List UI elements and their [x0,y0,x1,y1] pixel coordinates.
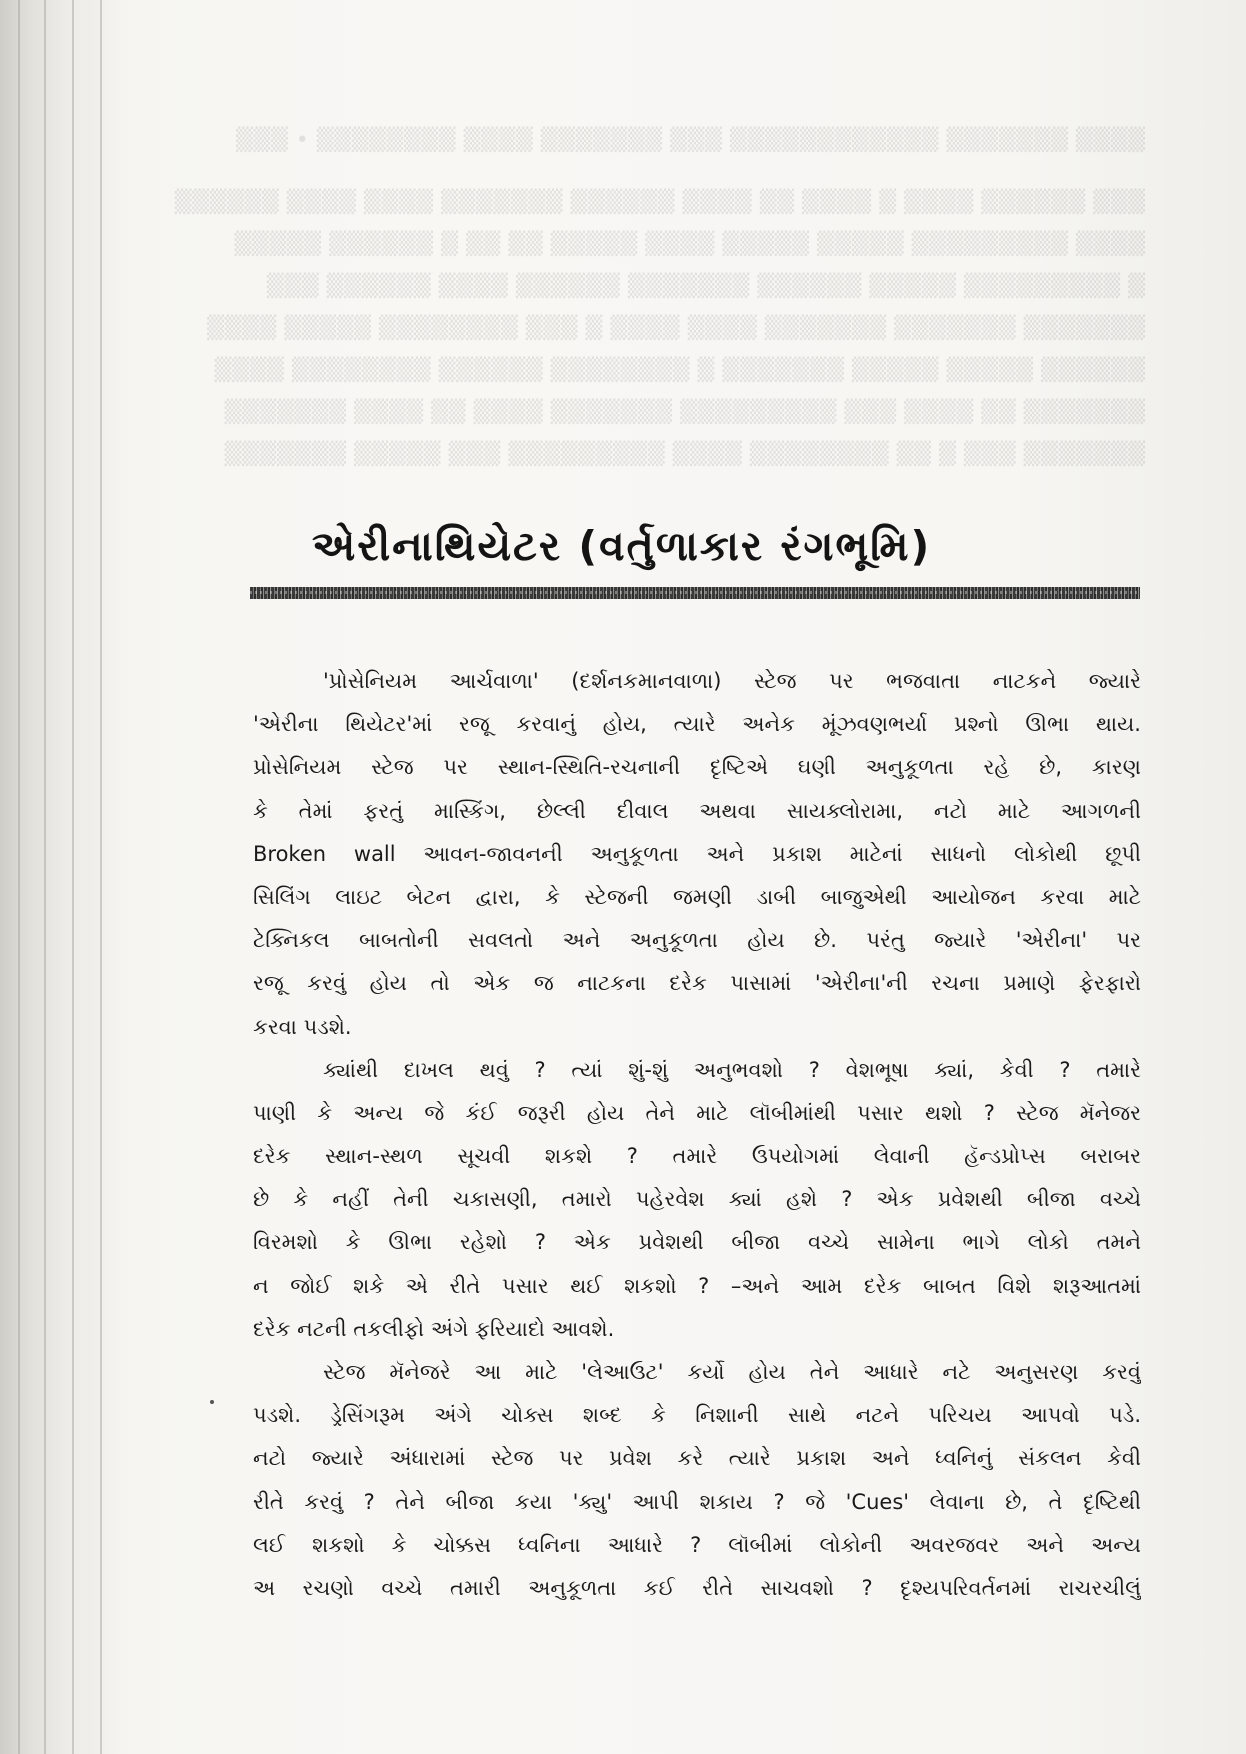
binding-line [72,0,74,1754]
bleed-through-text: ▒▒▒▒ ▒▒▒▒▒▒▒▒▒ ▒▒▒▒▒ ▒▒▒▒▒ ▒▒▒▒ ▒▒▒▒▒ ▒▒ ▒▒ ▒ ▒▒▒▒▒▒ ▒▒▒▒▒ [233,232,1145,257]
text-line: પ્રોસેનિયમ સ્ટેજ પર સ્થાન-સ્થિતિ-રચનાની દૃષ્ટિએ ઘણી અનુકૂળતા રહે છે, કારણ [253,755,1141,780]
bleed-through-text: ▒▒▒▒▒▒ ▒▒▒▒▒ ▒▒▒▒▒ ▒▒▒▒▒▒▒ ▒ ▒▒▒▒▒▒▒▒ ▒▒▒▒▒▒ ▒▒▒▒▒▒▒▒ ▒▒▒▒ [214,358,1145,383]
text-line: રીતે કરવું ? તેને બીજા કયા 'ક્યુ' આપી શકાય ? જે 'Cues' લેવાના છે, તે દૃષ્ટિથી [253,1489,1141,1514]
text-line: 'એરીના થિયેટર'માં રજૂ કરવાનું હોય, ત્યારે અનેક મૂંઝવણભર્યા પ્રશ્નો ઊભા થાય. [253,712,1141,737]
text-line: છે કે નહીં તેની ચકાસણી, તમારો પહેરવેશ ક્યાં હશે ? એક પ્રવેશથી બીજા વચ્ચે [253,1187,1141,1212]
text-line: દરેક સ્થાન-સ્થળ સૂચવી શકશે ? તમારે ઉપયોગમાં લેવાની હૅન્ડપ્રોપ્સ બરાબર [253,1144,1141,1169]
binding-line [100,0,102,1754]
binding-line [44,0,46,1754]
text-line: વિરમશો કે ઊભા રહેશો ? એક પ્રવેશથી બીજા વચ્ચે સામેના ભાગે લોકો તમને [253,1230,1141,1255]
text-line: પાણી કે અન્ય જે કંઈ જરૂરી હોય તેને માટે લૉબીમાંથી પસાર થશો ? સ્ટેજ મૅનેજર [253,1100,1141,1125]
text-line: ન જોઈ શકે એ રીતે પસાર થઈ શકશો ? –અને આમ દરેક બાબત વિશે શરૂઆતમાં [253,1273,1141,1298]
binding-line [18,0,20,1754]
text-line: રજૂ કરવું હોય તો એક જ નાટકના દરેક પાસામાં 'એરીના'ની રચના પ્રમાણે ફેરફારો [253,971,1141,996]
ink-speck [210,1400,214,1404]
bleed-through-text: ▒ ▒▒▒▒▒▒▒▒▒ ▒▒▒▒▒ ▒▒▒▒▒▒ ▒▒▒▒▒▒▒ ▒▒▒▒▒▒ ▒▒▒▒ ▒▒▒▒▒▒ ▒▒▒ [266,274,1145,299]
text-line: નટો જ્યારે અંધારામાં સ્ટેજ પર પ્રવેશ કરે ત્યારે પ્રકાશ અને ધ્વનિનું સંકલન કેવી [253,1446,1141,1471]
text-line: લઈ શકશો કે ચોક્કસ ધ્વનિના આધારે ? લૉબીમાં લોકોની અવરજવર અને અન્ય [253,1532,1141,1557]
bleed-through-text: ▒▒▒▒ ▒▒▒▒▒▒▒ ▒▒▒▒▒▒▒▒▒▒▒▒ ▒▒▒ ▒▒▒▒▒▒▒ ▒▒▒▒ ▒▒▒▒▒▒▒▒ • ▒▒▒ [235,128,1145,153]
text-line: પડશે. ડ્રેસિંગરૂમ અંગે ચોક્સ શબ્દ કે નિશાની સાથે નટને પરિચય આપવો પડે. [253,1403,1141,1428]
bleed-through-text: ▒▒▒▒▒▒▒ ▒▒ ▒▒▒▒ ▒▒▒ ▒▒▒▒▒▒▒▒▒ ▒▒▒▒▒▒▒ ▒▒▒▒ ▒▒ ▒▒▒▒ ▒▒▒▒▒▒▒ [224,400,1145,425]
bleed-through-text: ▒▒▒▒▒▒▒ ▒▒▒▒▒▒▒ ▒▒▒▒▒▒▒ ▒▒▒▒ ▒▒▒▒ ▒ ▒▒▒ ▒▒▒▒▒▒▒▒ ▒▒▒▒▒ ▒▒▒▒ [206,316,1145,341]
bleed-through-text: ▒▒▒ ▒▒▒▒▒▒ ▒▒▒▒ ▒ ▒▒▒▒ ▒▒ ▒▒▒▒ ▒▒▒▒▒▒ ▒▒▒▒▒▒▒ ▒▒▒▒ ▒▒▒▒ ▒▒▒▒▒▒ [174,190,1145,215]
text-line: 'પ્રોસેનિયમ આર્ચવાળા' (દર્શનકમાનવાળા) સ્ટેજ પર ભજવાતા નાટકને જ્યારે [323,669,1141,693]
text-line: Broken wall આવન-જાવનની અનુકૂળતા અને પ્રકાશ માટેનાં સાધનો લોકોથી છૂપી [253,841,1141,866]
text-line: અ રચણો વચ્ચે તમારી અનુકૂળતા કઈ રીતે સાચવશો ? દૃશ્યપરિવર્તનમાં રાચરચીલું [253,1575,1141,1600]
text-line: સ્ટેજ મૅનેજરે આ માટે 'લેઆઉટ' કર્યો હોય તેને આધારે નટે અનુસરણ કરવું [323,1360,1141,1384]
heading-underline-rule [250,587,1140,599]
section-heading: એરીનાથિયેટર (વર્તુળાકાર રંગભૂમિ) [312,522,932,570]
text-line: ટેક્નિકલ બાબતોની સવલતો અને અનુકૂળતા હોય છે. પરંતુ જ્યારે 'એરીના' પર [253,928,1141,953]
text-line: કે તેમાં ફરતું માસ્કિંગ, છેલ્લી દીવાલ અથવા સાયક્લોરામા, નટો માટે આગળની [253,798,1141,823]
text-line: ક્યાંથી દાખલ થવું ? ત્યાં શું-શું અનુભવશો ? વેશભૂષા ક્યાં, કેવી ? તમારે [323,1057,1141,1082]
text-line: સિલિંગ લાઇટ બેટન દ્વારા, કે સ્ટેજની જમણી ડાબી બાજુએથી આયોજન કરવા માટે [253,884,1141,909]
bleed-through-text: ▒▒▒▒▒▒▒ ▒▒▒ ▒ ▒▒ ▒▒▒▒▒▒▒▒ ▒▒▒▒ ▒▒▒▒▒▒▒▒▒ ▒▒▒ ▒▒▒▒▒ ▒▒▒▒▒▒▒ [224,442,1145,467]
text-line: દરેક નટની તકલીફો અંગે ફરિયાદો આવશે. [253,1316,615,1341]
text-line: કરવા પડશે. [253,1014,352,1039]
body-text [253,660,1141,1610]
